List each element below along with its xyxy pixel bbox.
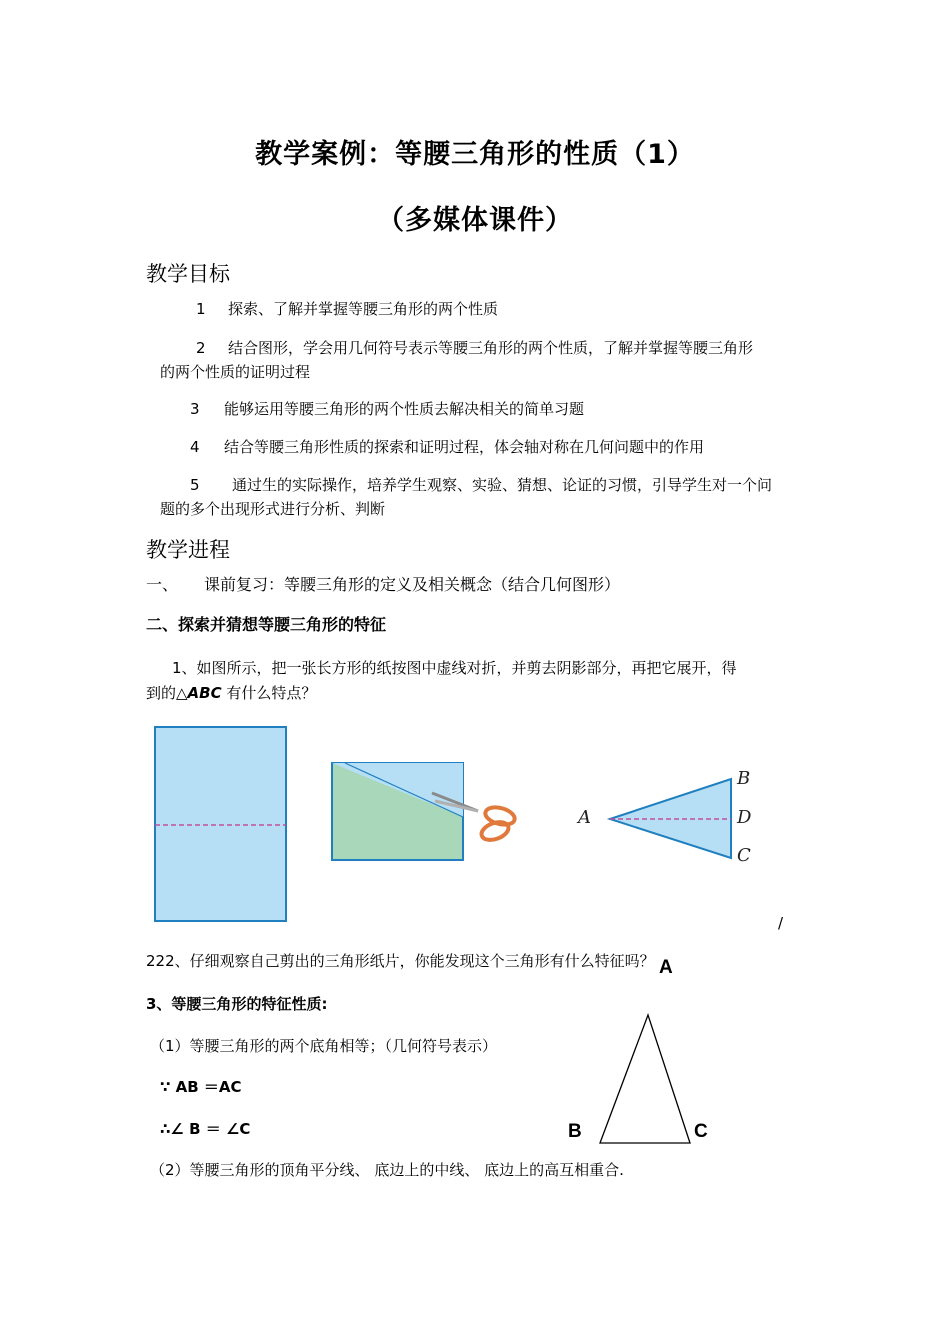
label-a: A [578,807,591,828]
step-1-text: 课前复习：等腰三角形的定义及相关概念（结合几何图形） [204,575,621,594]
objective-2-num: 2 [196,339,206,357]
question-3: 3、等腰三角形的特征性质: [146,995,328,1013]
paper-fold-figure [140,715,820,935]
isosceles-triangle-figure [590,1005,700,1150]
objective-5-text: 通过生的实际操作，培养学生观察、实验、猜想、论证的习惯，引导学生对一个问 [232,476,773,494]
question-1-line2: 到的△ABC 有什么特点？ [146,684,317,702]
objective-2-text: 结合图形，学会用几何符号表示等腰三角形的两个性质，了解并掌握等腰三角形 [228,339,754,357]
triangle-label-a: A [659,957,673,978]
stray-slash: / [778,914,784,932]
objectives-heading: 教学目标 [146,262,230,286]
objective-1-text: 探索、了解并掌握等腰三角形的两个性质 [228,300,499,318]
triangle-label-c: C [694,1121,708,1142]
therefore-statement: ∴∠ B ＝ ∠C [160,1120,251,1138]
objective-4-num: 4 [190,438,200,456]
objective-5-text-cont: 题的多个出现形式进行分析、判断 [160,500,386,518]
label-c: C [737,845,751,866]
step-1-num: 一、 [146,575,179,594]
objective-1-num: 1 [196,300,206,318]
question-1-line1: 1、如图所示，把一张长方形的纸按图中虚线对折，并剪去阴影部分，再把它展开，得 [172,659,737,677]
label-d: D [737,807,752,828]
objective-3-num: 3 [190,400,200,418]
because-statement: ∵ AB ＝AC [160,1078,242,1096]
page-title: 教学案例：等腰三角形的性质（1） [255,139,695,170]
objective-2-text-cont: 的两个性质的证明过程 [160,363,311,381]
objective-4-text: 结合等腰三角形性质的探索和证明过程，体会轴对称在几何问题中的作用 [224,438,705,456]
objective-5-num: 5 [190,476,200,494]
unfolded-paper [155,727,286,921]
page-subtitle: （多媒体课件） [377,205,573,236]
triangle-label-b: B [568,1121,582,1142]
isosceles-triangle [600,1015,690,1143]
objective-3-text: 能够运用等腰三角形的两个性质去解决相关的简单习题 [224,400,585,418]
property-1: （1）等腰三角形的两个底角相等；（几何符号表示） [150,1037,498,1055]
process-heading: 教学进程 [146,538,230,562]
label-b: B [737,768,751,789]
question-2: 222、仔细观察自己剪出的三角形纸片，你能发现这个三角形有什么特征吗？ [146,952,655,970]
step-2-heading: 二、探索并猜想等腰三角形的特征 [146,615,387,634]
property-2: （2）等腰三角形的顶角平分线、 底边上的中线、 底边上的高互相重合. [150,1161,624,1179]
